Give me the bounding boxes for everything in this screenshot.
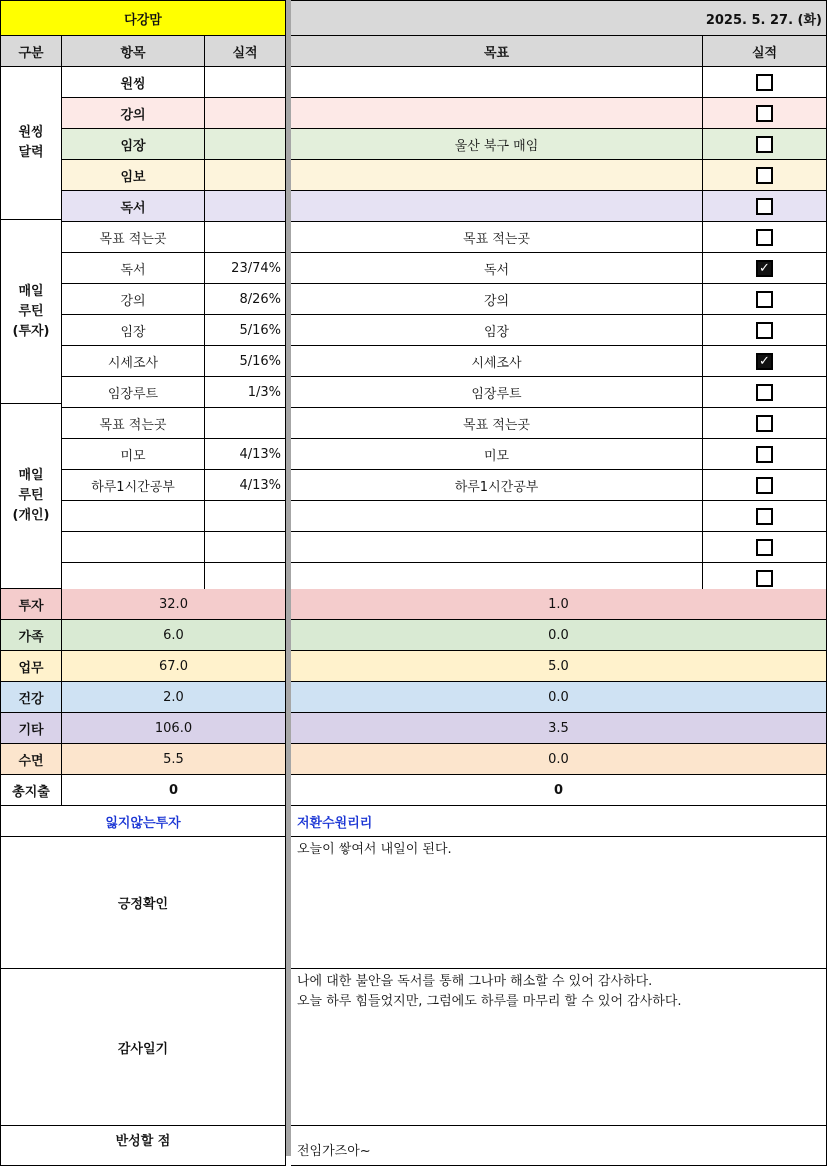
row-goal[interactable]: 시세조사 <box>291 346 703 377</box>
row-result[interactable] <box>205 532 286 563</box>
checkbox[interactable] <box>756 539 773 556</box>
checkbox[interactable] <box>756 446 773 463</box>
checkbox[interactable]: ✓ <box>756 260 773 277</box>
summary-label[interactable]: 수면 <box>0 744 62 775</box>
section-label-routine-invest[interactable]: 매일 루틴 (투자) <box>0 220 62 404</box>
checkbox[interactable] <box>756 570 773 587</box>
checkbox[interactable] <box>756 477 773 494</box>
row-goal[interactable]: 임장 <box>291 315 703 346</box>
row-item[interactable]: 목표 적는곳 <box>62 222 205 253</box>
header-item[interactable]: 항목 <box>62 36 205 67</box>
summary-right-value[interactable]: 0.0 <box>291 620 827 651</box>
affirmation-text[interactable]: 오늘이 쌓여서 내일이 된다. <box>291 837 827 969</box>
checkbox[interactable] <box>756 105 773 122</box>
checkbox[interactable] <box>756 384 773 401</box>
header-goal[interactable]: 목표 <box>291 36 703 67</box>
row-item[interactable]: 독서 <box>62 253 205 284</box>
row-goal[interactable]: 울산 북구 매임 <box>291 129 703 160</box>
summary-left-value[interactable]: 67.0 <box>62 651 286 682</box>
row-result[interactable]: 23/74% <box>205 253 286 284</box>
row-check-cell <box>703 129 827 160</box>
summary-label[interactable]: 업무 <box>0 651 62 682</box>
row-result[interactable] <box>205 408 286 439</box>
row-check-cell <box>703 67 827 98</box>
checkbox[interactable] <box>756 291 773 308</box>
row-item[interactable]: 원씽 <box>62 67 205 98</box>
summary-right-value[interactable]: 3.5 <box>291 713 827 744</box>
row-result[interactable]: 5/16% <box>205 346 286 377</box>
row-check-cell <box>703 253 827 284</box>
row-check-cell <box>703 470 827 501</box>
row-result[interactable]: 8/26% <box>205 284 286 315</box>
row-result[interactable] <box>205 191 286 222</box>
row-item[interactable]: 임장 <box>62 315 205 346</box>
row-check-cell <box>703 160 827 191</box>
checkbox[interactable] <box>756 415 773 432</box>
row-check-cell <box>703 408 827 439</box>
checkbox[interactable] <box>756 229 773 246</box>
row-item[interactable]: 하루1시간공부 <box>62 470 205 501</box>
header-result[interactable]: 실적 <box>205 36 286 67</box>
summary-label[interactable]: 투자 <box>0 589 62 620</box>
row-check-cell <box>703 439 827 470</box>
row-result[interactable]: 5/16% <box>205 315 286 346</box>
row-check-cell <box>703 315 827 346</box>
row-check-cell <box>703 284 827 315</box>
row-check-cell <box>703 222 827 253</box>
total-left-value[interactable]: 0 <box>62 775 286 806</box>
summary-left-value[interactable]: 106.0 <box>62 713 286 744</box>
row-item[interactable]: 시세조사 <box>62 346 205 377</box>
section-label-onething[interactable]: 원씽 달력 <box>0 67 62 220</box>
header-done[interactable]: 실적 <box>703 36 827 67</box>
total-label[interactable]: 총지출 <box>0 775 62 806</box>
summary-label[interactable]: 가족 <box>0 620 62 651</box>
row-item[interactable] <box>62 501 205 532</box>
row-goal[interactable]: 미모 <box>291 439 703 470</box>
reflection-label[interactable]: 반성할 점 <box>0 1126 286 1166</box>
row-goal[interactable] <box>291 501 703 532</box>
row-result[interactable] <box>205 222 286 253</box>
header-category[interactable]: 구분 <box>0 36 62 67</box>
checkbox[interactable] <box>756 136 773 153</box>
total-right-value[interactable]: 0 <box>291 775 827 806</box>
book-link-left[interactable]: 잃지않는투자 <box>0 806 286 837</box>
row-item[interactable]: 임장루트 <box>62 377 205 408</box>
row-result[interactable] <box>205 129 286 160</box>
row-goal[interactable]: 임장루트 <box>291 377 703 408</box>
gratitude-text[interactable]: 나에 대한 불안을 독서를 통해 그나마 해소할 수 있어 감사하다. 오늘 하루 힘들었지만, 그럼에도 하루를 마무리 할 수 있어 감사하다. <box>291 969 827 1126</box>
checkbox[interactable] <box>756 198 773 215</box>
row-result[interactable] <box>205 160 286 191</box>
checkbox[interactable] <box>756 322 773 339</box>
reflection-text[interactable]: 전임가즈아~ <box>291 1126 827 1166</box>
title-cell[interactable]: 다강맘 <box>0 0 286 36</box>
gratitude-label[interactable]: 감사일기 <box>0 969 286 1126</box>
checkbox[interactable] <box>756 167 773 184</box>
row-check-cell <box>703 98 827 129</box>
row-item[interactable]: 목표 적는곳 <box>62 408 205 439</box>
row-check-cell <box>703 346 827 377</box>
row-goal[interactable] <box>291 160 703 191</box>
row-goal[interactable]: 목표 적는곳 <box>291 408 703 439</box>
row-item[interactable]: 강의 <box>62 98 205 129</box>
summary-right-value[interactable]: 5.0 <box>291 651 827 682</box>
date-cell[interactable]: 2025. 5. 27. (화) <box>291 0 827 36</box>
row-goal[interactable]: 목표 적는곳 <box>291 222 703 253</box>
row-result[interactable] <box>205 501 286 532</box>
row-item[interactable]: 독서 <box>62 191 205 222</box>
checkbox[interactable] <box>756 508 773 525</box>
book-link-right[interactable]: 저환수원리리 <box>291 806 827 837</box>
summary-label[interactable]: 건강 <box>0 682 62 713</box>
row-goal[interactable] <box>291 67 703 98</box>
summary-right-value[interactable]: 1.0 <box>291 589 827 620</box>
summary-right-value[interactable]: 0.0 <box>291 682 827 713</box>
checkbox[interactable]: ✓ <box>756 353 773 370</box>
row-result[interactable] <box>205 67 286 98</box>
affirmation-label[interactable]: 긍정확인 <box>0 837 286 969</box>
row-result[interactable]: 4/13% <box>205 470 286 501</box>
row-check-cell <box>703 532 827 563</box>
summary-left-value[interactable]: 32.0 <box>62 589 286 620</box>
row-goal[interactable]: 하루1시간공부 <box>291 470 703 501</box>
row-check-cell <box>703 501 827 532</box>
summary-left-value[interactable]: 6.0 <box>62 620 286 651</box>
row-check-cell <box>703 191 827 222</box>
row-item[interactable]: 임장 <box>62 129 205 160</box>
row-goal[interactable] <box>291 532 703 563</box>
checkbox[interactable] <box>756 74 773 91</box>
row-goal[interactable]: 독서 <box>291 253 703 284</box>
row-goal[interactable]: 강의 <box>291 284 703 315</box>
row-goal[interactable] <box>291 98 703 129</box>
summary-left-value[interactable]: 5.5 <box>62 744 286 775</box>
row-result[interactable]: 4/13% <box>205 439 286 470</box>
row-item[interactable]: 미모 <box>62 439 205 470</box>
summary-right-value[interactable]: 0.0 <box>291 744 827 775</box>
row-result[interactable] <box>205 98 286 129</box>
row-item[interactable] <box>62 532 205 563</box>
row-item[interactable]: 임보 <box>62 160 205 191</box>
section-label-routine-personal[interactable]: 매일 루틴 (개인) <box>0 404 62 589</box>
summary-label[interactable]: 기타 <box>0 713 62 744</box>
row-check-cell <box>703 377 827 408</box>
row-item[interactable]: 강의 <box>62 284 205 315</box>
summary-left-value[interactable]: 2.0 <box>62 682 286 713</box>
row-result[interactable]: 1/3% <box>205 377 286 408</box>
row-goal[interactable] <box>291 191 703 222</box>
